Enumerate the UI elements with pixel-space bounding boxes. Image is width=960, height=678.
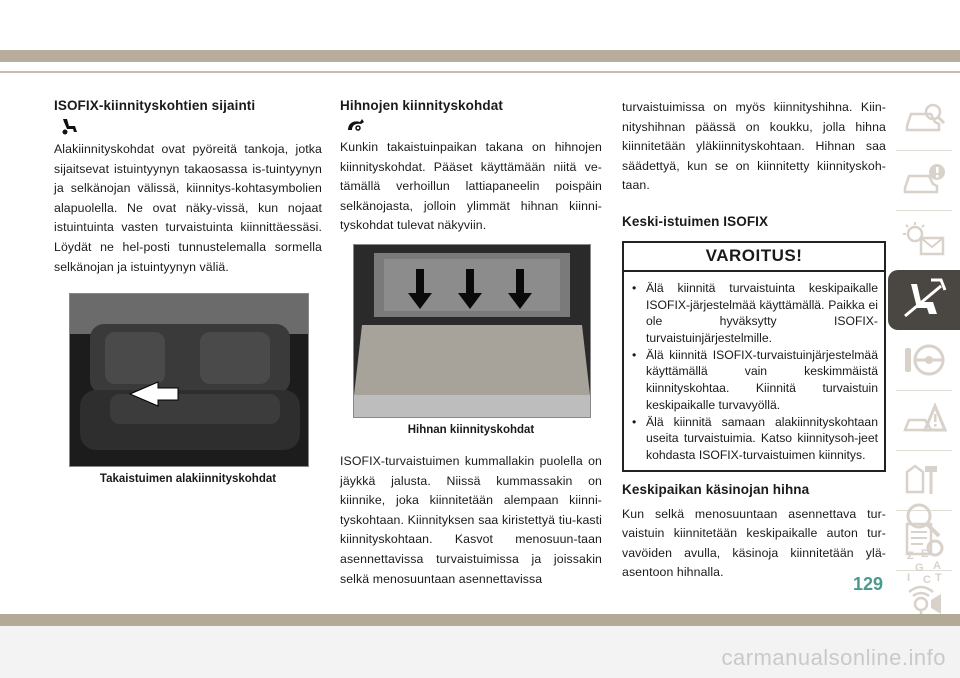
svg-text:G: G	[915, 562, 924, 574]
svg-text:E: E	[921, 548, 929, 560]
seat-safety-icon	[901, 278, 947, 322]
car-warning-icon	[901, 160, 947, 200]
armrest-strap-text: Kun selkä menosuuntaan asennettava tur-vaistuin kiinnitetään keskipaikalle auton tur-vavöiden avulla, käsinoja kiinnitetään ylä-asentoon hihnalla.	[622, 506, 886, 580]
footer-band	[0, 614, 960, 626]
car-info-search-icon	[901, 100, 947, 140]
search-icon	[901, 500, 947, 540]
svg-text:I: I	[907, 572, 911, 584]
tab-dashboard[interactable]	[888, 150, 960, 210]
page-number: 129	[852, 574, 884, 594]
svg-text:Z: Z	[907, 550, 914, 562]
tether-anchors-heading: Hihnojen kiinnityskohdat	[340, 98, 503, 113]
tether-anchor-icon	[344, 117, 366, 133]
armrest-strap-heading: Keskipaikan käsinojan hihna	[622, 481, 810, 497]
right-column	[622, 98, 886, 583]
tether-anchors-photo	[353, 244, 591, 418]
isofix-anchor-icon	[60, 117, 80, 135]
header-band	[0, 50, 960, 62]
tether-anchors-text: Kunkin takaistuinpaikan takana on hihnojen kiinnityskohdat. Pääset käyttämään niitä ve-tämällä verhoillun lattiapaneelin poispäin selkänojasta, jolloin ylimmät hihnan kiinni-tyskohdat tulevat näkyviin.	[340, 140, 602, 233]
warning-item: • Älä kiinnitä samaan alakiinnityskohtaan useita turvaistuimia. Katso kiinnitysoh-jeet kohdasta ISOFIX-turvaistuimen kiinnitys.	[632, 414, 878, 464]
emergency-triangle-icon	[901, 400, 947, 440]
svg-text:A: A	[933, 560, 941, 572]
cargo-area-image	[354, 245, 590, 417]
isofix-location-text: Alakiinnityskohdat ovat pyöreitä tankoja, jotka sijaitsevat istuintyynyn takaosassa is-tuintyynyn ja selkänojan välissä, kiinnitys-kohtasymbolien alapuolella. Ne ovat näky-vissä, kun nojaat istuintuinta vasten turvaistuinta kiinnittäessäsi. Löydät ne hel-posti tunnustelemalla sormella selkänojan ja istuintyynyn väliä.	[54, 142, 322, 274]
isofix-location-heading: ISOFIX-kiinnityskohtien sijainti	[54, 98, 256, 113]
index-letters-icon	[901, 545, 947, 585]
tether-caption: Hihnan kiinnityskohdat	[407, 423, 535, 436]
top-margin	[0, 0, 960, 50]
center-seat-isofix-heading: Keski-istuimen ISOFIX	[622, 213, 769, 229]
svg-text:T: T	[935, 572, 942, 584]
tab-search[interactable]	[888, 498, 960, 542]
tab-safety[interactable]	[888, 270, 960, 330]
watermark: carmanualsonline.info	[721, 645, 946, 670]
tab-getting-to-know[interactable]	[888, 90, 960, 150]
tab-index[interactable]	[888, 544, 960, 586]
steering-wheel-icon	[901, 340, 947, 380]
isofix-seat-text: ISOFIX-turvaistuimen kummallakin puolella on jäykkä jalusta. Niissä kummassakin on kiinnike, joka kiinnitetään alempaan kiinni-tyskohtaan. Kiinnityksen saa kiristettyä tiu-kasti kiinnityskohtaan. Kasvot menosuun-taan asennettavissa turvaistuimissa ja joissakin selkä menosuuntaan asennettavissa	[340, 453, 602, 586]
tools-icon	[901, 460, 947, 500]
warning-list	[624, 280, 884, 464]
lights-message-icon	[901, 220, 947, 260]
middle-column	[340, 98, 602, 589]
warning-box	[622, 241, 886, 472]
warning-item: • Älä kiinnitä turvaistuinta keskipaikalle ISOFIX-järjestelmää käyttämällä. Paikka ei ole hyväksytty ISOFIX-turvaistuinjärjestelmille.	[632, 280, 878, 347]
warning-item: • Älä kiinnitä ISOFIX-turvaistuinjärjestelmää käyttämällä vain keskimmäistä kiinnityskohtaa. Kiinnitä turvaistuin keskipaikalle turvavyöllä.	[632, 347, 878, 414]
tab-lights-messages[interactable]	[888, 210, 960, 270]
tether-hook-text: turvaistuimissa on myös kiinnityshihna. Kiin-nityshihnan päässä on koukku, jolla hihna kiinnitetään yläkiinnityskohtaan. Hihnan saa säädettyä, kun se on kiinnitetty kiinnityskoh-taan.	[622, 100, 886, 193]
tab-starting-operating[interactable]	[888, 330, 960, 390]
tab-emergency[interactable]	[888, 390, 960, 450]
header-rule	[0, 71, 960, 73]
svg-text:C: C	[923, 574, 931, 585]
left-column	[54, 98, 322, 485]
rear-seat-caption: Takaistuimen alakiinnityskohdat	[99, 473, 277, 486]
warning-title: VAROITUS!	[624, 243, 884, 272]
rear-seat-image	[70, 294, 308, 466]
rear-seat-lower-anchors-photo	[69, 293, 309, 467]
